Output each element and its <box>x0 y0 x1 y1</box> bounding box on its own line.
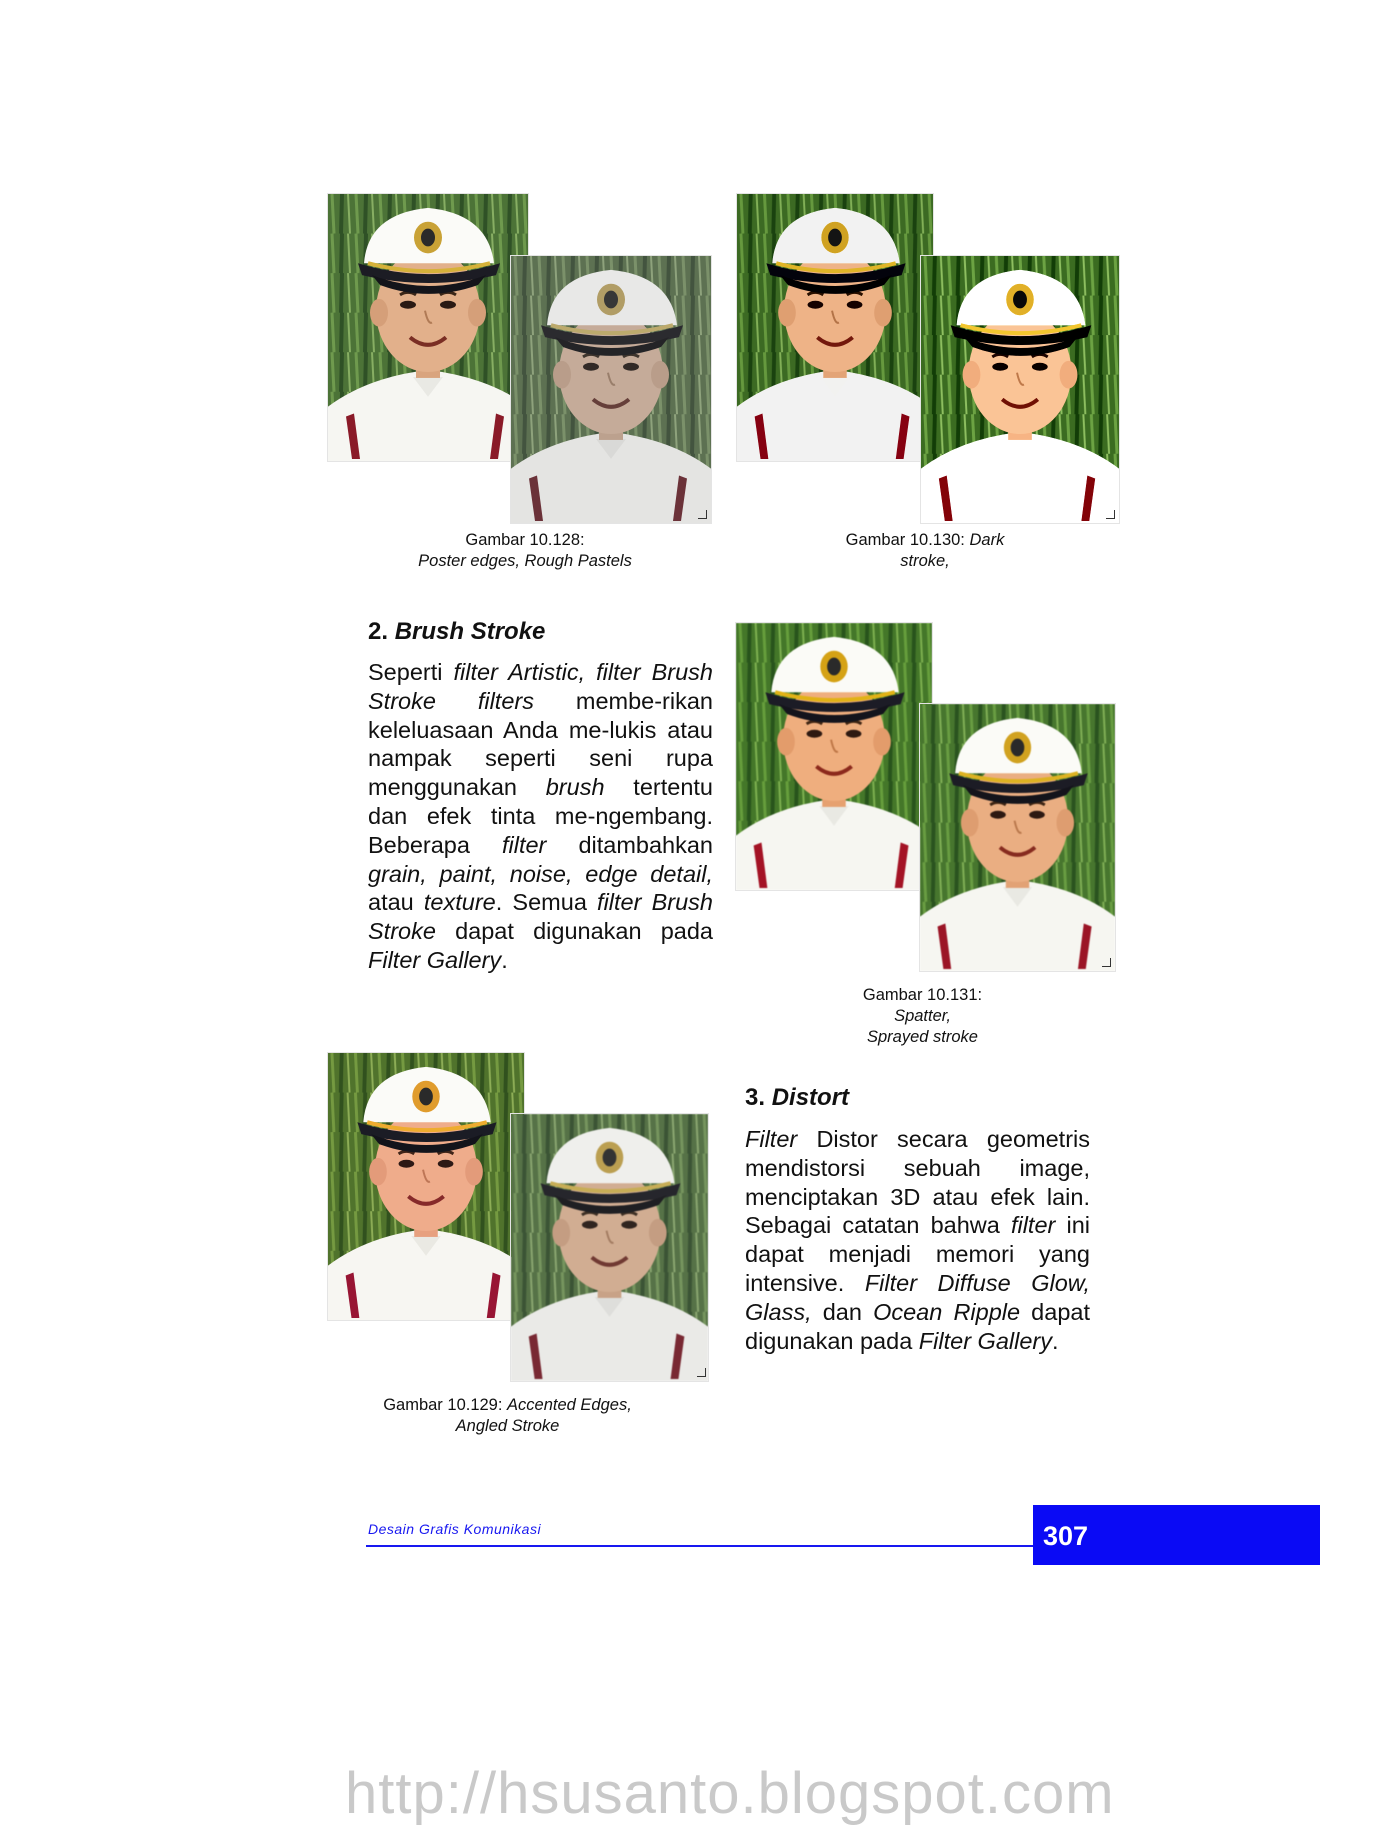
portrait-image <box>511 1114 708 1381</box>
text-run: dapat digunakan pada <box>745 1298 1090 1354</box>
section-title: Brush Stroke <box>394 618 546 645</box>
text-run-italic: Filter Gallery <box>918 1327 1052 1354</box>
caption-italic-2: stroke, <box>900 552 950 570</box>
section-heading-brush-stroke <box>368 618 545 646</box>
text-run-italic: filter Artistic, filter Brush Stroke filters <box>368 659 713 714</box>
caption-italic: Poster edges, Rough Pastels <box>418 552 632 570</box>
caption-label: Gambar 10.129: <box>383 1396 508 1414</box>
figure-10-128-image-1 <box>327 193 529 462</box>
caption-italic-1: Spatter, <box>894 1007 951 1025</box>
text-run-italic: Ocean Ripple <box>873 1298 1021 1325</box>
text-run: dan <box>811 1298 874 1325</box>
text-run-italic: grain, paint, noise, edge detail, <box>368 860 713 887</box>
page-number: 307 <box>1043 1521 1089 1551</box>
text-run: atau <box>368 889 424 916</box>
figure-10-128-image-2 <box>510 255 712 524</box>
figure-10-130-image-1 <box>736 193 934 462</box>
section-number: 3. <box>745 1084 772 1111</box>
figure-10-129-image-2 <box>510 1113 709 1382</box>
text-run: ditambahkan <box>546 831 714 858</box>
figure-10-129-image-1 <box>327 1052 525 1321</box>
figure-10-130-image-2 <box>920 255 1120 524</box>
text-run-italic: brush <box>545 774 605 801</box>
figure-10-131-image-2 <box>919 703 1116 972</box>
caption-10-130 <box>800 530 1050 572</box>
text-run-italic: Filter Gallery <box>368 946 502 973</box>
text-run: . <box>1051 1327 1059 1354</box>
portrait-image <box>328 194 528 461</box>
text-run: membe-rikan keleluasaan Anda me-lukis atau nampak seperti seni rupa menggunakan <box>368 687 713 801</box>
section-number: 2. <box>368 618 395 645</box>
crop-mark-icon <box>1102 958 1111 967</box>
text-run-italic: texture <box>423 889 496 916</box>
caption-italic-2: Angled Stroke <box>455 1417 560 1435</box>
crop-mark-icon <box>698 510 707 519</box>
section-body-brush-stroke <box>368 658 713 975</box>
page-number-box <box>1033 1505 1320 1565</box>
caption-label: Gambar 10.131: <box>862 986 983 1004</box>
caption-10-131 <box>800 985 1045 1048</box>
text-run-italic: Filter <box>745 1126 798 1152</box>
text-run-italic: filter <box>1010 1212 1056 1239</box>
portrait-image <box>921 256 1119 523</box>
portrait-image <box>328 1053 524 1320</box>
figure-10-131-image-1 <box>735 622 933 891</box>
caption-italic-2: Sprayed stroke <box>867 1028 978 1046</box>
caption-italic-1: Accented Edges, <box>507 1396 632 1414</box>
text-run-italic: Filter Diffuse Glow, Glass, <box>745 1269 1090 1325</box>
footer-book-title: Desain Grafis Komunikasi <box>368 1521 542 1537</box>
text-run: Distor secara geometris mendistorsi sebuah image, menciptakan 3D atau efek lain. Sebagai catatan bahwa <box>745 1126 1090 1239</box>
watermark-url: http://hsusanto.blogspot.com <box>345 1761 1115 1826</box>
caption-italic-1: Dark <box>969 531 1005 549</box>
text-run: Seperti <box>368 659 454 685</box>
portrait-image <box>920 704 1115 971</box>
text-run: . Semua <box>495 889 598 916</box>
caption-10-129 <box>360 1395 655 1437</box>
portrait-image <box>737 194 933 461</box>
section-heading-distort <box>745 1084 849 1112</box>
portrait-image <box>511 256 711 523</box>
caption-label: Gambar 10.130: <box>845 531 970 549</box>
caption-10-128 <box>380 530 670 572</box>
text-run-italic: filter Brush Stroke <box>368 889 713 945</box>
section-title: Distort <box>771 1084 850 1111</box>
text-run-italic: filter <box>501 831 547 858</box>
text-run: ini dapat menjadi memori yang intensive. <box>745 1212 1090 1296</box>
crop-mark-icon <box>1106 510 1115 519</box>
text-run: tertentu dan efek tinta me-ngembang. Beberapa <box>368 774 713 858</box>
text-run: . <box>501 946 508 973</box>
section-body-distort <box>745 1125 1090 1355</box>
footer-divider <box>366 1545 1033 1547</box>
text-run: dapat digunakan pada <box>435 918 713 945</box>
caption-label: Gambar 10.128: <box>465 531 585 549</box>
crop-mark-icon <box>697 1368 706 1377</box>
portrait-image <box>736 623 932 890</box>
